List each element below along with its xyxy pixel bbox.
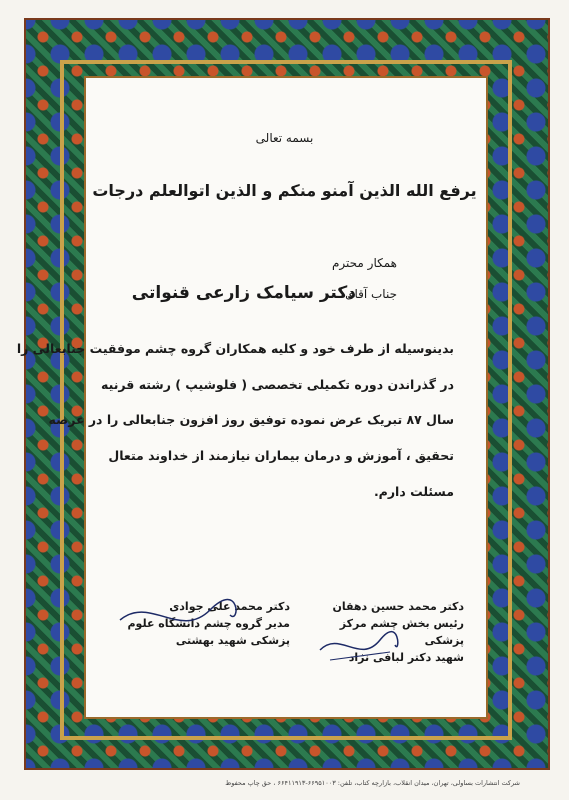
basmala-heading: بسمه تعالی <box>255 131 314 145</box>
body-line: سال ۸۷ تبریک عرض نموده توفیق روز افزون جنابعالی را در عرصه <box>48 412 454 427</box>
salutation: همکار محترم <box>331 256 397 270</box>
body-line: تحقیق ، آموزش و درمان بیماران نیازمند از خداوند متعال <box>108 448 454 463</box>
body-line: بدینوسیله از طرف خود و کلیه همکاران گروه چشم موفقیت جنابعالی را <box>16 341 454 356</box>
signature-right-handwritten <box>300 590 410 670</box>
recipient-name: دکتر سیامک زارعی قنواتی <box>131 283 356 303</box>
signature-left-handwritten <box>110 585 250 645</box>
signatory-title: رئیس بخش چشم مرکز پزشکی <box>339 617 464 647</box>
signatory-title: مدیر گروه چشم دانشگاه علوم <box>127 617 290 630</box>
printer-footer: شرکت انتشارات بساولی، تهران، میدان انقلاب، بازارچه کتاب، تلفن: ۶۶۹۵۱۰۰۳-۶۶۴۱۱۹۱۳ ، حق چاپ محفوظ <box>225 779 520 787</box>
body-line: در گذراندن دوره تکمیلی تخصصی ( فلوشیپ ) رشته قرنیه <box>101 377 454 392</box>
quran-verse: یرفع الله الذین آمنو منکم و الذین اتوالعلم درجات <box>92 181 477 200</box>
body-line: مسئلت دارم. <box>373 484 454 499</box>
recipient-prefix: جناب آقای <box>345 287 397 301</box>
signatory-affiliation: پزشکی شهید بهشتی <box>175 634 290 647</box>
signatory-affiliation: شهید دکتر لبافی نژاد <box>348 651 464 664</box>
signatory-name: دکتر محمد حسین دهقان <box>332 600 464 613</box>
signatory-name: دکتر محمد علی جوادی <box>169 600 290 613</box>
